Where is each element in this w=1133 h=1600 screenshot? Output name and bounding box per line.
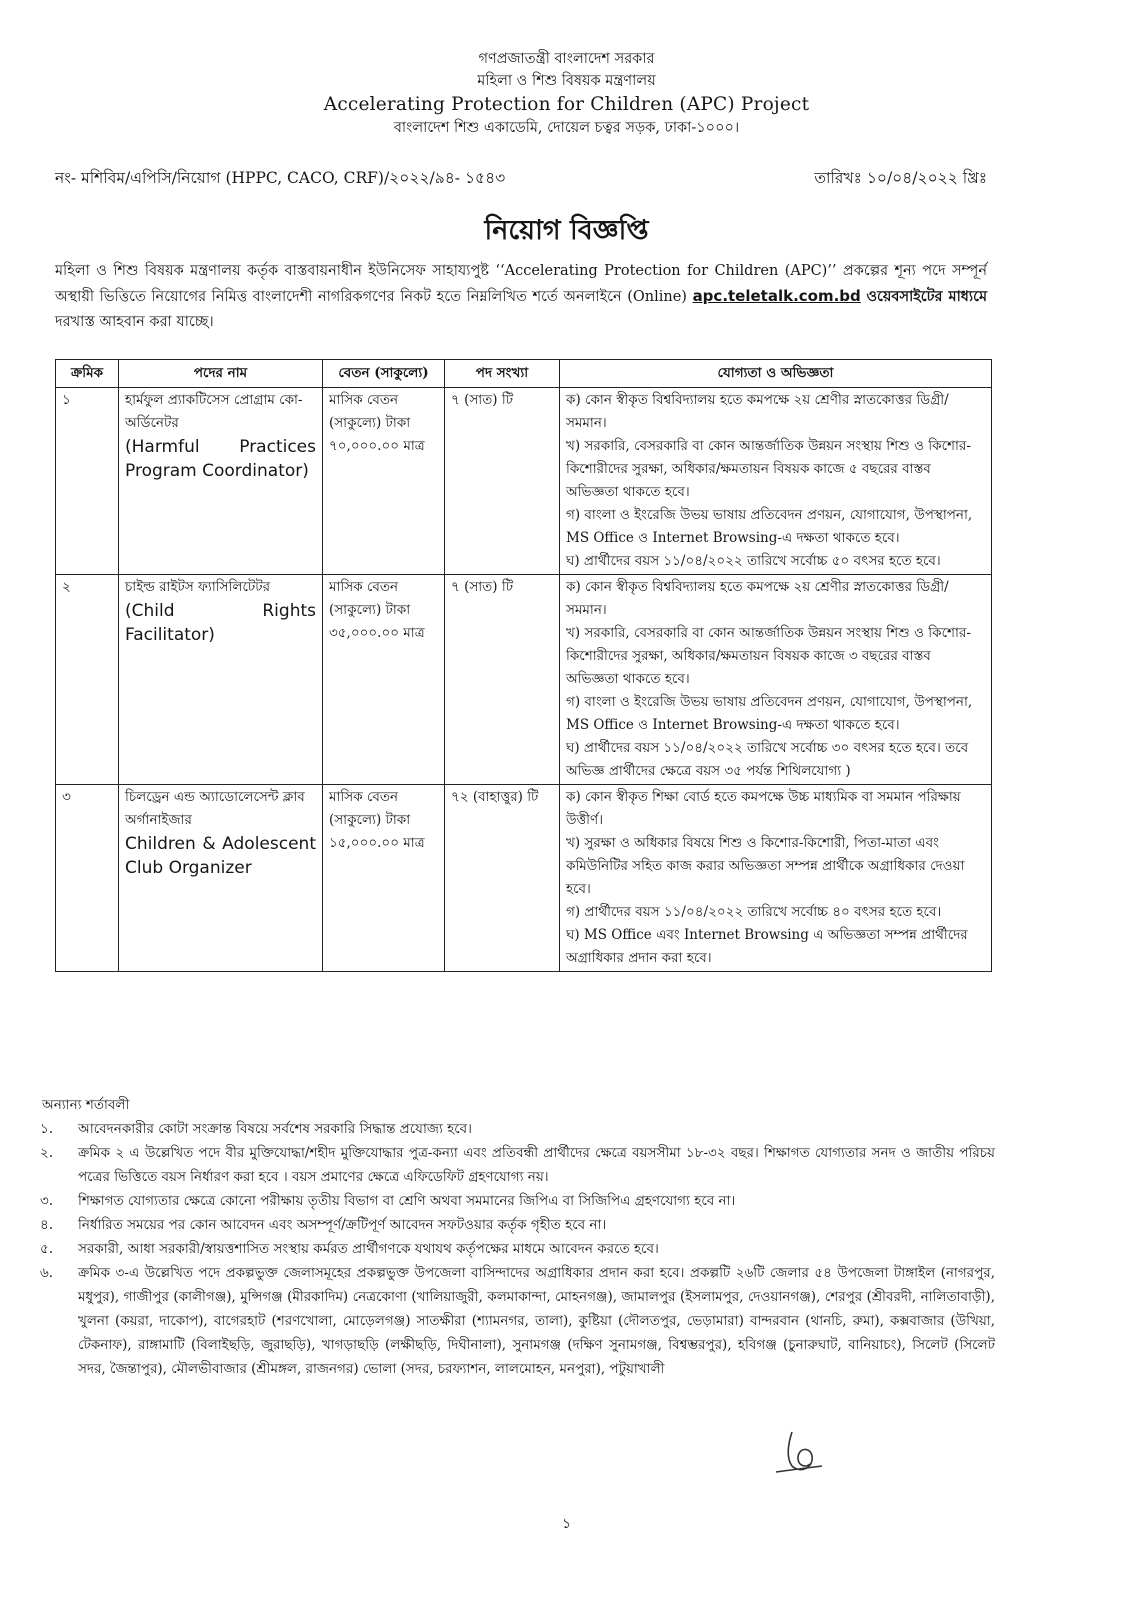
condition-text: ক্রমিক ৩-এ উল্লেখিত পদে প্রকল্পভুক্ত জেলাসমূহের প্রকল্পভুক্ত উপজেলা বাসিন্দাদের অগ্রাধিকার প্রদান করা হবে। প্রকল্পটি ২৬টি জেলার ৫৪ উপজেলা টাঙ্গাইল (নাগরপুর, মধুপুর), গাজীপুর (কালীগঞ্জ), মুন্সিগঞ্জ (মীরকাদিম) নেত্রকোণা (খালিয়াজুরী, কলমাকান্দা, মোহনগঞ্জ), জামালপুর (ইসলামপুর, দেওয়ানগঞ্জ), শেরপুর (শ্রীবরদী, নালিতাবাড়ী), খুলনা (কয়রা, দাকোপ), বাগেরহাট (শরণখোলা, মোড়েলগঞ্জ) সাতক্ষীরা (শ্যামনগর, তালা), কুষ্টিয়া (দৌলতপুর, ভেড়ামারা) বান্দরবান (থানচি, রুমা), কক্সবাজার (উখিয়া, টেকনাফ), রাঙ্গামাটি (বিলাইছড়ি, জুরাছড়ি), খাগড়াছড়ি (লক্ষীছড়ি, দিঘীনালা), সুনামগঞ্জ (দক্ষিণ সুনামগঞ্জ, বিশ্বম্ভরপুর), হবিগঞ্জ (চুনারুঘাট, বানিয়াচং), সিলেট (সিলেট সদর, জৈন্তাপুর), মৌলভীবাজার (শ্রীমঙ্গল, রাজনগর) ভোলা (সদর, চরফ্যাশন, লালমোহন, মনপুরা), পটুয়াখালী [78, 1265, 995, 1377]
table-row [56, 388, 992, 575]
post-count-cell: ৭ (সাত) টি [445, 575, 560, 785]
condition-number: ৫. [40, 1241, 54, 1257]
condition-number: ১. [40, 1121, 54, 1137]
post-name-en: (Child Rights Facilitator) [125, 601, 316, 645]
intro-text: মহিলা ও শিশু বিষয়ক মন্ত্রণালয় কর্তৃক বাস্তবায়নাধীন ইউনিসেফ সাহায্যপুষ্ট ‘‘Accelerating Protection for Children (APC)’’ প্রকল্পের শূন্য পদে সম্পূর্ন অস্থায়ী ভিত্তিতে নিয়োগের নিমিত্ত বাংলাদেশী নাগরিকগণের নিকট হতে নিম্নলিখিত শর্তে অনলাইনে (Online) [55, 263, 987, 305]
qualification-item: ঘ) প্রার্থীদের বয়স ১১/০৪/২০২২ তারিখে সর্বোচ্চ ৫০ বৎসর হতে হবে। [566, 553, 941, 569]
intro-via: ওয়েবসাইটের মাধ্যমে [866, 288, 988, 305]
signature-mark [770, 1424, 830, 1484]
condition-text: সরকারী, আধা সরকারী/স্বায়ত্তশাসিত সংস্থায় কর্মরত প্রার্থীগণকে যথাযথ কর্তৃপক্ষের মাধমে আবেদন করতে হবে। [78, 1241, 659, 1257]
post-name-bn: হার্মফুল প্র্যাকটিসেস প্রোগ্রাম কো-অর্ডিনেটর [125, 392, 303, 431]
col-header-qualification: যোগ্যতা ও অভিজ্ঞতা [560, 360, 992, 388]
salary-cell: মাসিক বেতন (সাকুল্যে) টাকা ১৫,০০০.০০ মাত্র [323, 785, 445, 972]
post-count-cell: ৭ (সাত) টি [445, 388, 560, 575]
col-header-count: পদ সংখ্যা [445, 360, 560, 388]
qualification-item: ক) কোন স্বীকৃত বিশ্ববিদ্যালয় হতে কমপক্ষে ২য় শ্রেণীর স্নাতকোত্তর ডিগ্রী/সমমান। [566, 392, 949, 431]
project-name: Accelerating Protection for Children (APC) Project [323, 94, 810, 115]
intro-paragraph [55, 259, 987, 335]
qualification-item: খ) সরকারি, বেসরকারি বা কোন আন্তর্জাতিক উন্নয়ন সংস্থায় শিশু ও কিশোর-কিশোরীদের সুরক্ষা, অধিকার/ক্ষমতায়ন বিষয়ক কাজে ৩ বছরের বাস্তব অভিজ্ঞতা থাকতে হবে। [566, 625, 971, 687]
post-name-bn: চাইল্ড রাইটস ফ্যাসিলিটেটর [125, 579, 271, 595]
memo-date: তারিখঃ ১০/০৪/২০২২ খ্রিঃ [814, 169, 987, 187]
salary-cell: মাসিক বেতন (সাকুল্যে) টাকা ৭০,০০০.০০ মাত্র [323, 388, 445, 575]
col-header-salary: বেতন (সাকুল্যে) [323, 360, 445, 388]
qualification-item: খ) সরকারি, বেসরকারি বা কোন আন্তর্জাতিক উন্নয়ন সংস্থায় শিশু ও কিশোর-কিশোরীদের সুরক্ষা, অধিকার/ক্ষমতায়ন বিষয়ক কাজে ৫ বছরের বাস্তব অভিজ্ঞতা থাকতে হবে। [566, 438, 971, 500]
qualification-item: খ) সুরক্ষা ও অধিকার বিষয়ে শিশু ও কিশোর-কিশোরী, পিতা-মাতা এবং কমিউনিটির সহিত কাজ করার অভিজ্ঞতা সম্পন্ন প্রার্থীকে অগ্রাধিকার দেওয়া হবে। [566, 835, 965, 897]
row-serial: ২ [56, 575, 119, 785]
qualification-cell [560, 785, 992, 972]
condition-item [40, 1237, 995, 1261]
condition-item [40, 1117, 995, 1141]
government-name: গণপ্রজাতন্ত্রী বাংলাদেশ সরকার [478, 51, 655, 67]
condition-text: শিক্ষাগত যোগ্যতার ক্ষেত্রে কোনো পরীক্ষায় তৃতীয় বিভাগ বা শ্রেণি অথবা সমমানের জিপিএ বা সিজিপিএ গ্রহণযোগ্য হবে না। [78, 1193, 736, 1209]
condition-item [40, 1213, 995, 1237]
other-conditions [40, 1093, 995, 1381]
col-header-post: পদের নাম [119, 360, 323, 388]
condition-item [40, 1189, 995, 1213]
condition-number: ৬. [40, 1265, 54, 1281]
qualification-item: ঘ) প্রার্থীদের বয়স ১১/০৪/২০২২ তারিখে সর্বোচ্চ ৩০ বৎসর হতে হবে। তবে অভিজ্ঞ প্রার্থীদের ক্ষেত্রে বয়স ৩৫ পর্যন্ত শিথিলযোগ্য ) [566, 740, 969, 779]
qualification-item: ঘ) MS Office এবং Internet Browsing এ অভিজ্ঞতা সম্পন্ন প্রার্থীদের অগ্রাধিকার প্রদান করা হবে। [566, 927, 968, 966]
table-row [56, 575, 992, 785]
letterhead [0, 48, 1133, 139]
post-name-cell [119, 575, 323, 785]
qualification-item: ক) কোন স্বীকৃত বিশ্ববিদ্যালয় হতে কমপক্ষে ২য় শ্রেণীর স্নাতকোত্তর ডিগ্রী/সমমান। [566, 579, 949, 618]
table-row [56, 785, 992, 972]
condition-number: ২. [40, 1145, 54, 1161]
qualification-cell [560, 388, 992, 575]
ministry-name: মহিলা ও শিশু বিষয়ক মন্ত্রণালয় [477, 73, 656, 89]
post-name-cell [119, 388, 323, 575]
condition-item [40, 1141, 995, 1189]
col-header-serial: ক্রমিক [56, 360, 119, 388]
memo-number: নং- মশিবিম/এপিসি/নিয়োগ (HPPC, CACO, CRF)/২০২২/৯৪- ১৫৪৩ [55, 169, 506, 187]
post-count-cell: ৭২ (বাহাত্তুর) টি [445, 785, 560, 972]
office-address: বাংলাদেশ শিশু একাডেমি, দোয়েল চত্বর সড়ক, ঢাকা-১০০০। [393, 120, 740, 136]
other-conditions-title: অন্যান্য শর্তাবলী [42, 1097, 130, 1113]
post-name-bn: চিলড্রেন এন্ড অ্যাডোলেসেন্ট ক্লাব অর্গানাইজার [125, 789, 305, 828]
post-name-en: Children & Adolescent Club Organizer [125, 834, 316, 878]
condition-number: ৪. [40, 1217, 54, 1233]
condition-item [40, 1261, 995, 1381]
qualification-cell [560, 575, 992, 785]
row-serial: ৩ [56, 785, 119, 972]
condition-text: ক্রমিক ২ এ উল্লেখিত পদে বীর মুক্তিযোদ্ধা/শহীদ মুক্তিযোদ্ধার পুত্র-কন্যা এবং প্রতিবন্ধী প্রার্থীদের ক্ষেত্রে বয়সসীমা ১৮-৩২ বছর। শিক্ষাগত যোগ্যতার সনদ ও জাতীয় পরিচয় পত্রের ভিত্তিতে বয়স নির্ধারণ করা হবে । বয়স প্রমাণের ক্ষেত্রে এফিডেফিট গ্রহণযোগ্য নয়। [78, 1145, 995, 1185]
table-header-row [56, 360, 992, 388]
qualification-item: গ) প্রার্থীদের বয়স ১১/০৪/২০২২ তারিখে সর্বোচ্চ ৪০ বৎসর হতে হবে। [566, 904, 942, 920]
post-name-en: (Harmful Practices Program Coordinator) [125, 437, 316, 481]
condition-text: আবেদনকারীর কোটা সংক্রান্ত বিষয়ে সর্বশেষ সরকারি সিদ্ধান্ত প্রযোজ্য হবে। [78, 1121, 473, 1137]
vacancy-table [55, 359, 992, 972]
condition-text: নির্ধারিত সময়ের পর কোন আবেদন এবং অসম্পূর্ণ/ক্রটিপূর্ণ আবেদন সফটওয়ার কর্তৃক গৃহীত হবে না। [78, 1217, 607, 1233]
post-name-cell [119, 785, 323, 972]
condition-number: ৩. [40, 1193, 54, 1209]
qualification-item: গ) বাংলা ও ইংরেজি উভয় ভাষায় প্রতিবেদন প্রণয়ন, যোগাযোগ, উপস্থাপনা, MS Office ও Internet Browsing-এ দক্ষতা থাকতে হবে। [566, 507, 973, 546]
qualification-item: ক) কোন স্বীকৃত শিক্ষা বোর্ড হতে কমপক্ষে উচ্চ মাধ্যমিক বা সমমান পরিক্ষায় উত্তীর্ণ। [566, 789, 961, 828]
application-website-link[interactable]: apc.teletalk.com.bd [692, 287, 861, 305]
page-number: ১ [561, 1516, 572, 1532]
salary-cell: মাসিক বেতন (সাকুল্যে) টাকা ৩৫,০০০.০০ মাত্র [323, 575, 445, 785]
notice-title: নিয়োগ বিজ্ঞপ্তি [484, 215, 649, 246]
intro-tail: দরখাস্ত আহবান করা যাচ্ছে। [55, 314, 214, 330]
qualification-item: গ) বাংলা ও ইংরেজি উভয় ভাষায় প্রতিবেদন প্রণয়ন, যোগাযোগ, উপস্থাপনা, MS Office ও Internet Browsing-এ দক্ষতা থাকতে হবে। [566, 694, 973, 733]
row-serial: ১ [56, 388, 119, 575]
